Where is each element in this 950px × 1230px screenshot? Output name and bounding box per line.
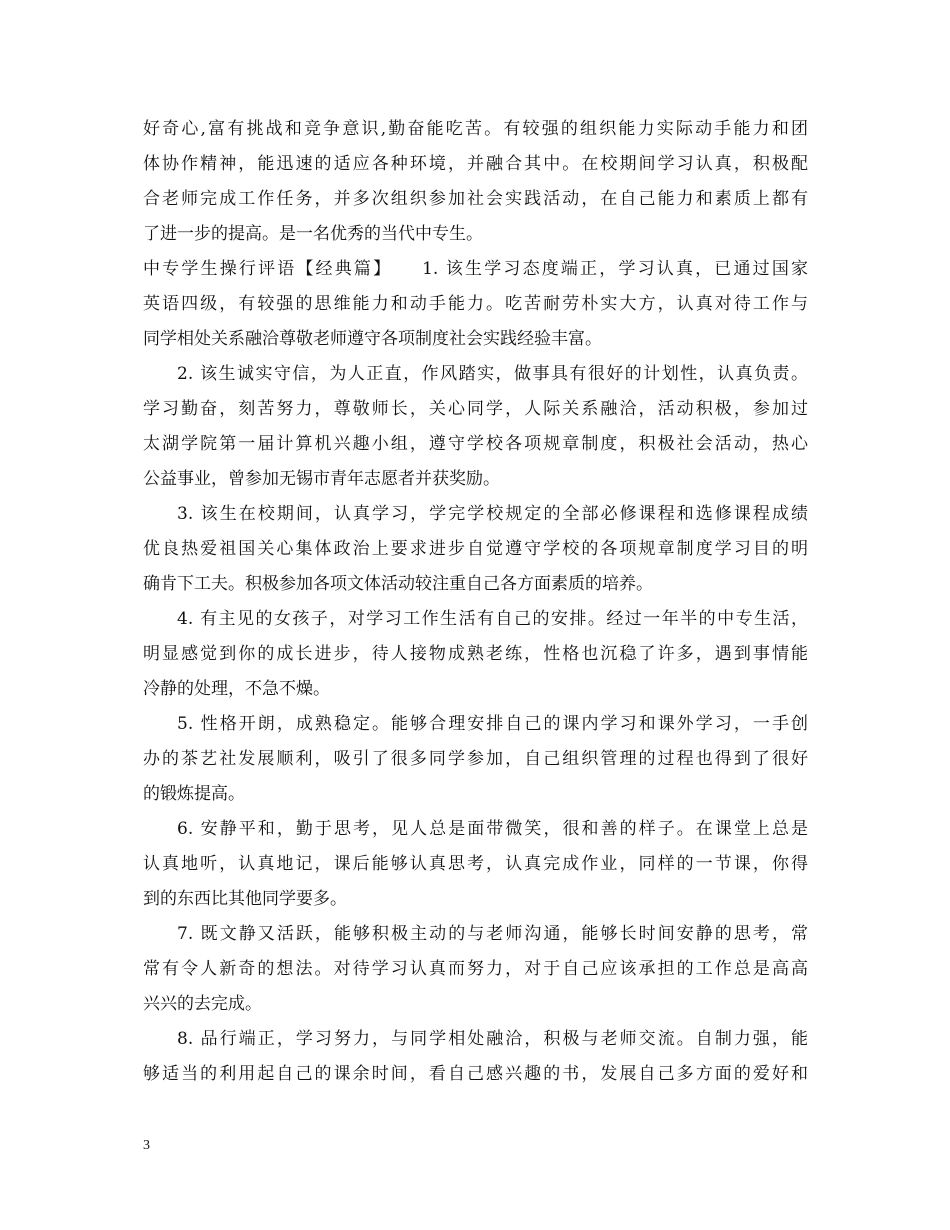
text-line: 中专学生操行评语【经典篇】 1. 该生学习态度端正，学习认真，已通过国家 (143, 259, 808, 279)
text-line: 明显感觉到你的成长进步，待人接物成熟老练，性格也沉稳了许多，遇到事情能 (143, 644, 808, 664)
text-line: 优良热爱祖国关心集体政治上要求进步自觉遵守学校的各项规章制度学习目的明 (143, 539, 808, 559)
text-line: 7. 既文静又活跃，能够积极主动的与老师沟通，能够长时间安静的思考，常 (177, 924, 808, 944)
text-line: 了进一步的提高。是一名优秀的当代中专生。 (143, 224, 483, 244)
text-line: 常有令人新奇的想法。对待学习认真而努力，对于自己应该承担的工作总是高高 (143, 959, 808, 979)
text-line: 的锻炼提高。 (143, 784, 245, 804)
document-body (143, 112, 808, 1092)
text-line: 合老师完成工作任务，并多次组织参加社会实践活动，在自己能力和素质上都有 (143, 189, 808, 209)
text-line: 4. 有主见的女孩子，对学习工作生活有自己的安排。经过一年半的中专生活， (177, 609, 808, 629)
text-line: 办的茶艺社发展顺利，吸引了很多同学参加，自己组织管理的过程也得到了很好 (143, 749, 808, 769)
page-number: 3 (143, 1138, 150, 1153)
text-line: 冷静的处理，不急不燥。 (143, 679, 330, 699)
text-line: 6. 安静平和，勤于思考，见人总是面带微笑，很和善的样子。在课堂上总是 (177, 819, 808, 839)
text-line: 太湖学院第一届计算机兴趣小组，遵守学校各项规章制度，积极社会活动，热心 (143, 434, 808, 454)
text-line: 英语四级，有较强的思维能力和动手能力。吃苦耐劳朴实大方，认真对待工作与 (143, 294, 808, 314)
text-line: 兴兴的去完成。 (143, 994, 262, 1014)
text-line: 同学相处关系融洽尊敬老师遵守各项制度社会实践经验丰富。 (143, 329, 602, 349)
text-line: 够适当的利用起自己的课余时间，看自己感兴趣的书，发展自己多方面的爱好和 (143, 1064, 808, 1084)
text-line: 体协作精神，能迅速的适应各种环境，并融合其中。在校期间学习认真，积极配 (143, 154, 808, 174)
text-line: 3. 该生在校期间，认真学习，学完学校规定的全部必修课程和选修课程成绩 (177, 504, 808, 524)
text-line: 学习勤奋，刻苦努力，尊敬师长，关心同学，人际关系融洽，活动积极，参加过 (143, 399, 808, 419)
text-line: 到的东西比其他同学要多。 (143, 889, 347, 909)
text-line: 认真地听，认真地记，课后能够认真思考，认真完成作业，同样的一节课，你得 (143, 854, 808, 874)
text-line: 8. 品行端正，学习努力，与同学相处融洽，积极与老师交流。自制力强，能 (177, 1029, 808, 1049)
text-line: 确肯下工夫。积极参加各项文体活动较注重自己各方面素质的培养。 (143, 574, 653, 594)
text-line: 好奇心,富有挑战和竞争意识,勤奋能吃苦。有较强的组织能力实际动手能力和团 (143, 119, 808, 139)
text-line: 2. 该生诚实守信，为人正直，作风踏实，做事具有很好的计划性，认真负责。 (177, 364, 808, 384)
text-line: 公益事业，曾参加无锡市青年志愿者并获奖励。 (143, 469, 500, 489)
text-line: 5. 性格开朗，成熟稳定。能够合理安排自己的课内学习和课外学习，一手创 (177, 714, 808, 734)
